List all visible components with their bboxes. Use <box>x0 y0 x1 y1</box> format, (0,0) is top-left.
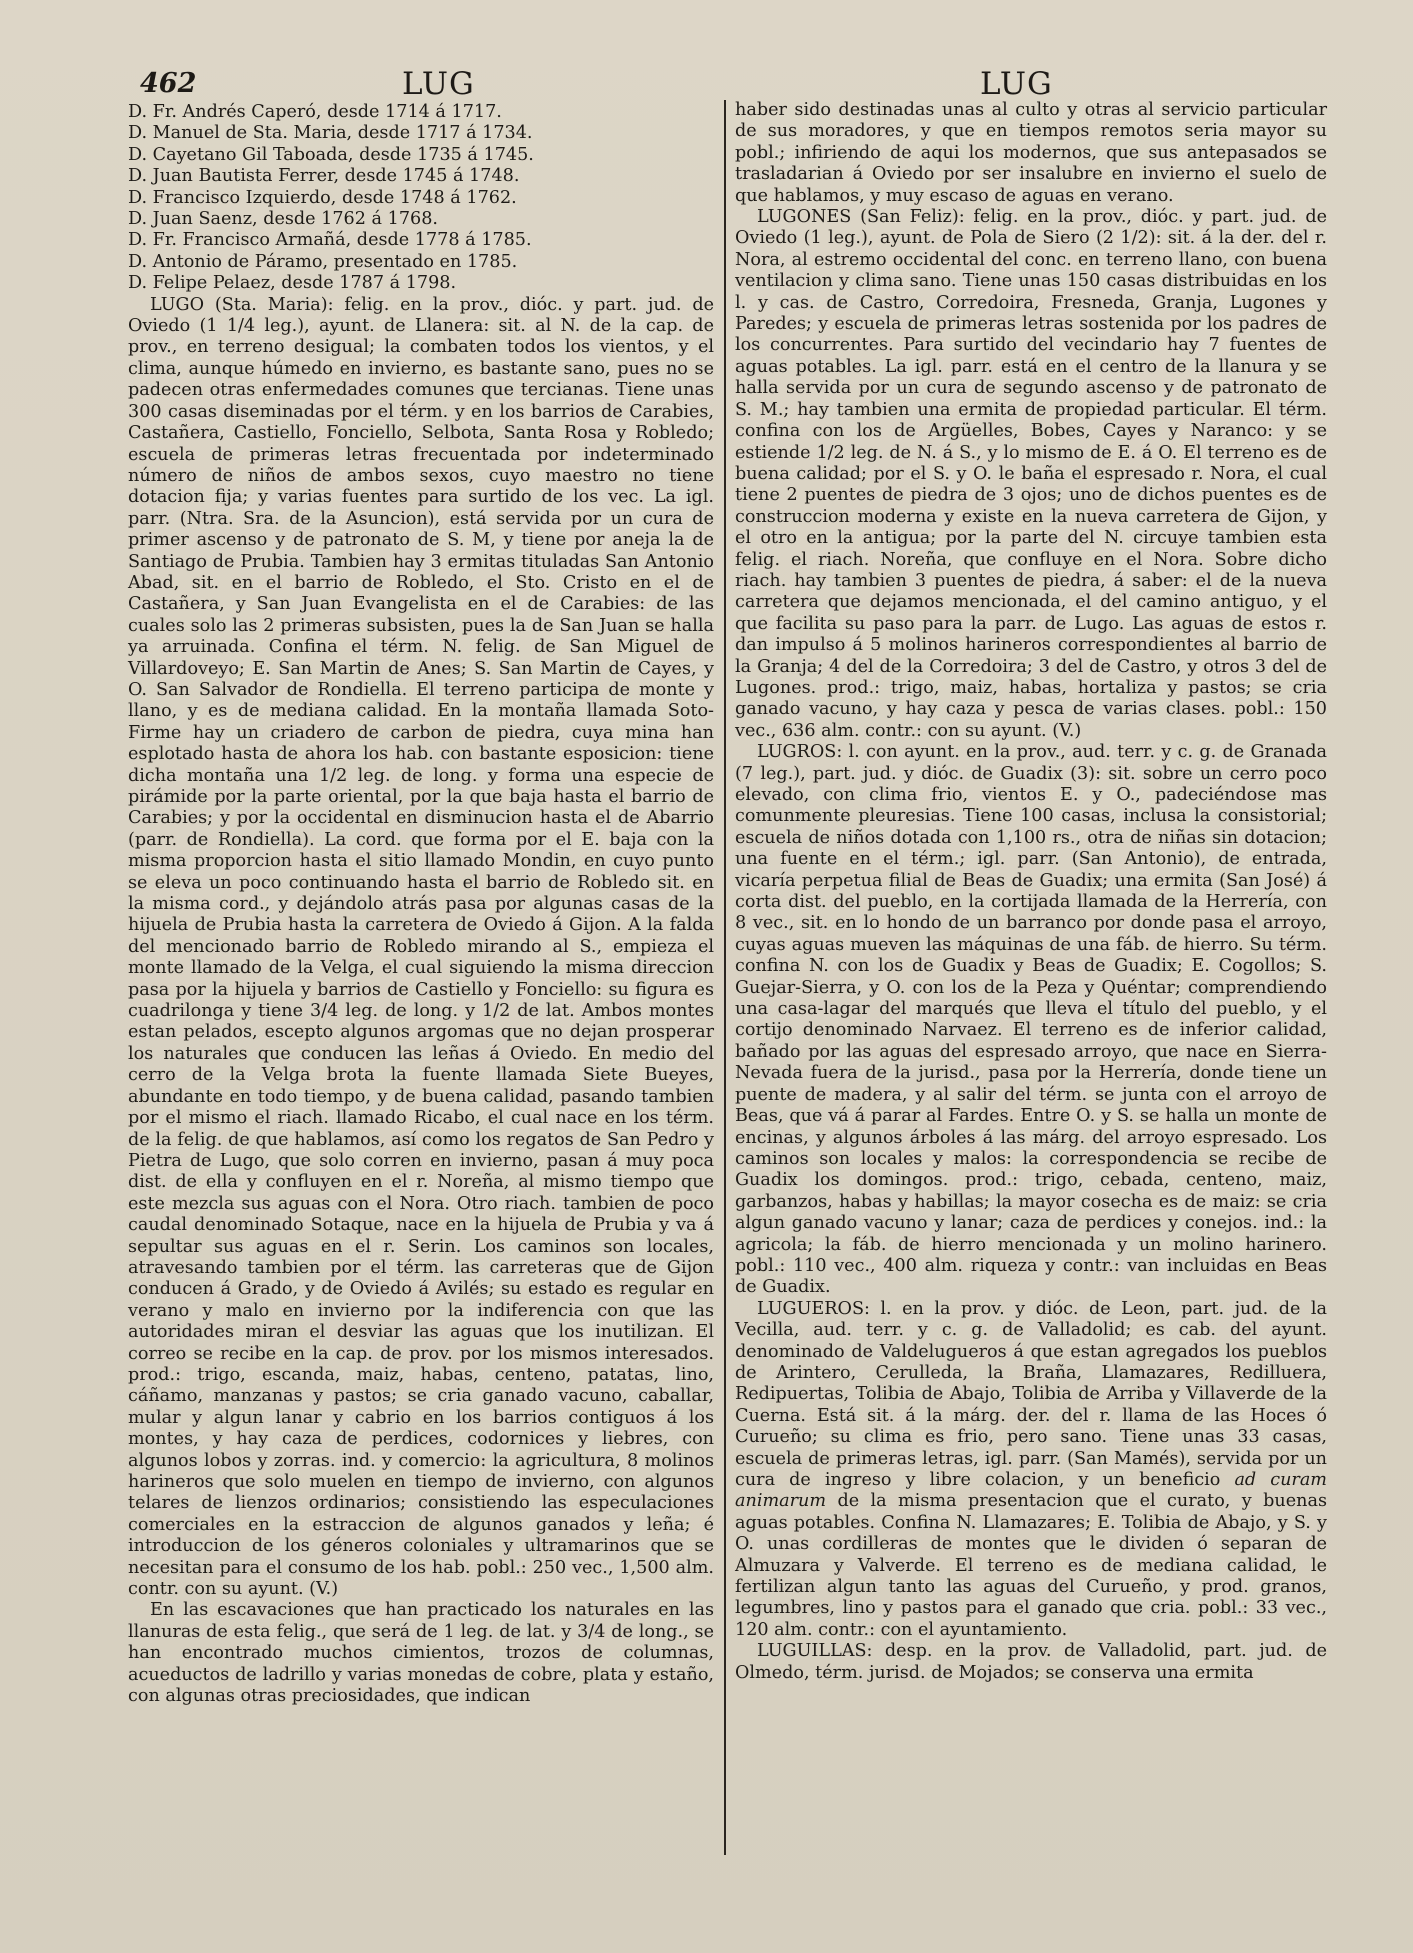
entry-lugueros-latin: ad curam animarum <box>735 1470 1327 1512</box>
left-column <box>128 102 714 1707</box>
header-title-right: LUG <box>980 66 1053 102</box>
header-title-left: LUG <box>402 66 475 102</box>
list-item: D. Manuel de Sta. Maria, desde 1717 á 1734. <box>128 123 533 144</box>
entry-lugo-end: haber sido destinadas unas al culto y otras al servicio particular de sus moradores, y que en tiempos remotos seria mayor su pobl.; infiriendo de aqui los modernos, que sus antepasados se trasladarian á Oviedo por ser insalubre en invierno el suelo de que hablamos, y muy escaso de aguas en verano. <box>735 100 1327 206</box>
list-item: D. Francisco Izquierdo, desde 1748 á 1762. <box>128 187 517 208</box>
page-number: 462 <box>140 68 197 99</box>
entry-lugueros <box>735 1299 1327 1642</box>
list-item: D. Fr. Andrés Caperó, desde 1714 á 1717. <box>128 102 502 122</box>
entry-lugones: LUGONES (San Feliz): felig. en la prov., dióc. y part. jud. de Oviedo (1 leg.), ayunt. de Pola de Siero (2 1/2): sit. á la der. del r. Nora, al estremo occidental del conc. en terreno llano, con buena ventilacion y clima sano. Tiene unas 150 casas distribuidas en los l. y cas. de Castro, Corredoira, Fresneda, Granja, Lugones y Paredes; y escuela de primeras letras sostenida por los padres de los concurrentes. Para surtido del vecindario hay 7 fuentes de aguas potables. La igl. parr. está en el centro de la llanura y se halla servida por un cura de segundo ascenso y de patronato de S. M.; hay tambien una ermita de propiedad particular. El térm. confina con los de Argüelles, Bobes, Cayes y Naranco: y se estiende 1/2 leg. de N. á S., y lo mismo de E. á O. El terreno es de buena calidad; por el S. y O. le baña el espresado r. Nora, el cual tiene 2 puentes de piedra de 3 ojos; uno de dichos puentes es de construccion moderna y existe en la nueva carretera de Gijon, y el otro en la antigua; por la parte del N. circuye tambien esta felig. el riach. Noreña, que confluye en el Nora. Sobre dicho riach. hay tambien 3 puentes de piedra, á saber: el de la nueva carretera que dejamos mencionada, el del camino antiguo, y el que facilita su paso para la parr. de Lugo. Las aguas de estos r. dan impulso á 5 molinos harineros correspondientes al barrio de la Granja; 4 del de la Corredoira; 3 del de Castro, y otros 3 del de Lugones. prod.: trigo, maiz, habas, hortaliza y pastos; se cria ganado vacuno, y hay caza y pesca de varias clases. pobl.: 150 vec., 636 alm. contr.: con su ayunt. (V.) <box>735 207 1327 741</box>
entry-lugo: LUGO (Sta. Maria): felig. en la prov., dióc. y part. jud. de Oviedo (1 1/4 leg.), ayunt. de Llanera: sit. al N. de la cap. de prov., en terreno desigual; la combaten todos los vientos, y el clima, aunque húmedo en invierno, es bastante sano, pues no se padecen otras enfermedades comunes que tercianas. Tiene unas 300 casas diseminadas por el térm. y en los barrios de Carabies, Castañera, Castiello, Fonciello, Selbota, Santa Rosa y Robledo; escuela de primeras letras frecuentada por indeterminado número de niños de ambos sexos, cuyo maestro no tiene dotacion fija; y varias fuentes para surtido de los vec. La igl. parr. (Ntra. Sra. de la Asuncion), está servida por un cura de primer ascenso y de patronato de S. M, y tiene por aneja la de Santiago de Prubia. Tambien hay 3 ermitas tituladas San Antonio Abad, sit. en el barrio de Robledo, el Sto. Cristo en el de Castañera, y San Juan Evangelista en el de Carabies: de las cuales solo las 2 primeras subsisten, pues la de San Juan se halla ya arruinada. Confina el térm. N. felig. de San Miguel de Villardoveyo; E. San Martin de Anes; S. San Martin de Cayes, y O. San Salvador de Rondiella. El terreno participa de monte y llano, y es de mediana calidad. En la montaña llamada Soto-Firme hay un criadero de carbon de piedra, cuya mina han esplotado hasta de ahora los hab. con bastante esposicion: tiene dicha montaña una 1/2 leg. de long. y forma una especie de pirámide por la parte oriental, por la que baja hasta el barrio de Carabies; y por la occidental en disminucion hasta el de Abarrio (parr. de Rondiella). La cord. que forma por el E. baja con la misma proporcion hasta el sitio llamado Mondin, en cuyo punto se eleva un poco continuando hasta el barrio de Robledo sit. en la misma cord., y dejándolo atrás pasa por algunas casas de la hijuela de Prubia hasta la carretera de Oviedo á Gijon. A la falda del mencionado barrio de Robledo mirando al S., empieza el monte llamado de la Velga, el cual siguiendo la misma direccion pasa por la hijuela y barrios de Castiello y Fonciello: su figura es cuadrilonga y tiene 3/4 leg. de long. y 1/2 de lat. Ambos montes estan pelados, escepto algunos argomas que no dejan prosperar los naturales que conducen las leñas á Oviedo. En medio del cerro de la Velga brota la fuente llamada Siete Bueyes, abundante en todo tiempo, y de buena calidad, pasando tambien por el mismo el riach. llamado Ricabo, el cual nace en los térm. de la felig. de que hablamos, así como los regatos de San Pedro y Pietra de Lugo, que solo corren en invierno, pasan á muy poca dist. de ella y confluyen en el r. Noreña, al mismo tiempo que este mezcla sus aguas con el Nora. Otro riach. tambien de poco caudal denominado Sotaque, nace en la hijuela de Prubia y va á sepultar sus aguas en el r. Serin. Los caminos son locales, atravesando tambien por el térm. las carreteras que de Gijon conducen á Grado, y de Oviedo á Avilés; su estado es regular en verano y malo en invierno por la indiferencia con que las autoridades miran el desviar las aguas que los inutilizan. El correo se recibe en la cap. de prov. por los mismos interesados. prod.: trigo, escanda, maiz, habas, centeno, patatas, lino, cáñamo, manzanas y pastos; se cria ganado vacuno, caballar, mular y algun lanar y cabrio en los barrios contiguos á los montes, y hay caza de perdices, codornices y liebres, con algunos lobos y zorras. ind. y comercio: la agricultura, 8 molinos harineros que solo muelen en tiempo de invierno, con algunos telares de lienzos ordinarios; consistiendo las especulaciones comerciales en la estraccion de algunos ganados y leña; é introduccion de los géneros coloniales y ultramarinos que se necesitan para el consumo de los hab. pobl.: 250 vec., 1,500 alm. contr. con su ayunt. (V.) <box>128 294 714 1600</box>
list-item: D. Juan Saenz, desde 1762 á 1768. <box>128 209 438 230</box>
entry-luguillas: LUGUILLAS: desp. en la prov. de Valladolid, part. jud. de Olmedo, térm. jurisd. de Mojados; se conserva una ermita <box>735 1641 1327 1683</box>
list-item: D. Juan Bautista Ferrer, desde 1745 á 1748. <box>128 166 520 187</box>
right-column <box>735 100 1327 1684</box>
list-item: D. Antonio de Páramo, presentado en 1785. <box>128 251 518 272</box>
list-item: D. Cayetano Gil Taboada, desde 1735 á 1745. <box>128 144 534 165</box>
entry-lugueros-text-a: LUGUEROS: l. en la prov. y dióc. de Leon, part. jud. de la Vecilla, aud. terr. y c. g. de Valladolid; es cab. del ayunt. denominado de Valdelugueros á que estan agregados los pueblos de Arintero, Cerulleda, la Braña, Llamazares, Redilluera, Redipuertas, Tolibia de Abajo, Tolibia de Arriba y Villaverde de la Cuerna. Está sit. á la márg. der. del r. llama de las Hoces ó Curueño; su clima es frio, pero sano. Tiene unas 33 casas, escuela de primeras letras, igl. parr. (San Mamés), servida por un cura de ingreso y libre colacion, y un beneficio <box>735 1298 1327 1490</box>
entry-lugueros-text-b: de la misma presentacion que el curato, y buenas aguas potables. Confina N. Llamazares; E. Tolibia de Abajo, y S. y O. unas cordilleras de montes que le dividen ó separan de Almuzara y Valverde. El terreno es de mediana calidad, le fertilizan algun tanto las aguas del Curueño, y prod. granos, legumbres, lino y pastos para el ganado que cria. pobl.: 33 vec., 120 alm. contr.: con el ayuntamiento. <box>735 1491 1327 1640</box>
list-item: D. Fr. Francisco Armañá, desde 1778 á 1785. <box>128 230 532 251</box>
column-divider <box>724 100 726 1855</box>
list-item: D. Felipe Pelaez, desde 1787 á 1798. <box>128 273 457 294</box>
entry-lugo-continued: En las escavaciones que han practicado los naturales en las llanuras de esta felig., que será de 1 leg. de lat. y 3/4 de long., se han encontrado muchos cimientos, trozos de columnas, acueductos de ladrillo y varias monedas de cobre, plata y estaño, con algunas otras preciosidades, que indican <box>128 1600 714 1707</box>
entry-lugros: LUGROS: l. con ayunt. en la prov., aud. terr. y c. g. de Granada (7 leg.), part. jud. y dióc. de Guadix (3): sit. sobre un cerro poco elevado, con clima frio, vientos E. y O., padeciéndose mas comunmente pleuresias. Tiene 100 casas, inclusa la consistorial; escuela de niños dotada con 1,100 rs., otra de niñas sin dotacion; una fuente en el térm.; igl. parr. (San Antonio), de entrada, vicaría perpetua filial de Beas de Guadix; una ermita (San José) á corta dist. del pueblo, en la cortijada llamada de la Herrería, con 8 vec., sit. en lo hondo de un barranco por donde pasa el arroyo, cuyas aguas mueven las máquinas de una fáb. de hierro. Su térm. confina N. con los de Guadix y Beas de Guadix; E. Cogollos; S. Guejar-Sierra, y O. con los de la Peza y Quéntar; comprendiendo una casa-lagar del marqués que lleva el título del pueblo, y el cortijo denominado Narvaez. El terreno es de inferior calidad, bañado por las aguas del espresado arroyo, que nace en Sierra-Nevada fuera de la jurisd., pasa por la Herrería, donde tiene un puente de madera, y al salir del térm. se junta con el arroyo de Beas, que vá á parar al Fardes. Entre O. y S. se halla un monte de encinas, y algunos árboles á las márg. del arroyo espresado. Los caminos son locales y malos: la correspondencia se recibe de Guadix los domingos. prod.: trigo, cebada, centeno, maiz, garbanzos, habas y habillas; la mayor cosecha es de maiz: se cria algun ganado vacuno y lanar; caza de perdices y conejos. ind.: la agricola; la fáb. de hierro mencionada y un molino harinero. pobl.: 110 vec., 400 alm. riqueza y contr.: van incluidas en Beas de Guadix. <box>735 742 1327 1298</box>
